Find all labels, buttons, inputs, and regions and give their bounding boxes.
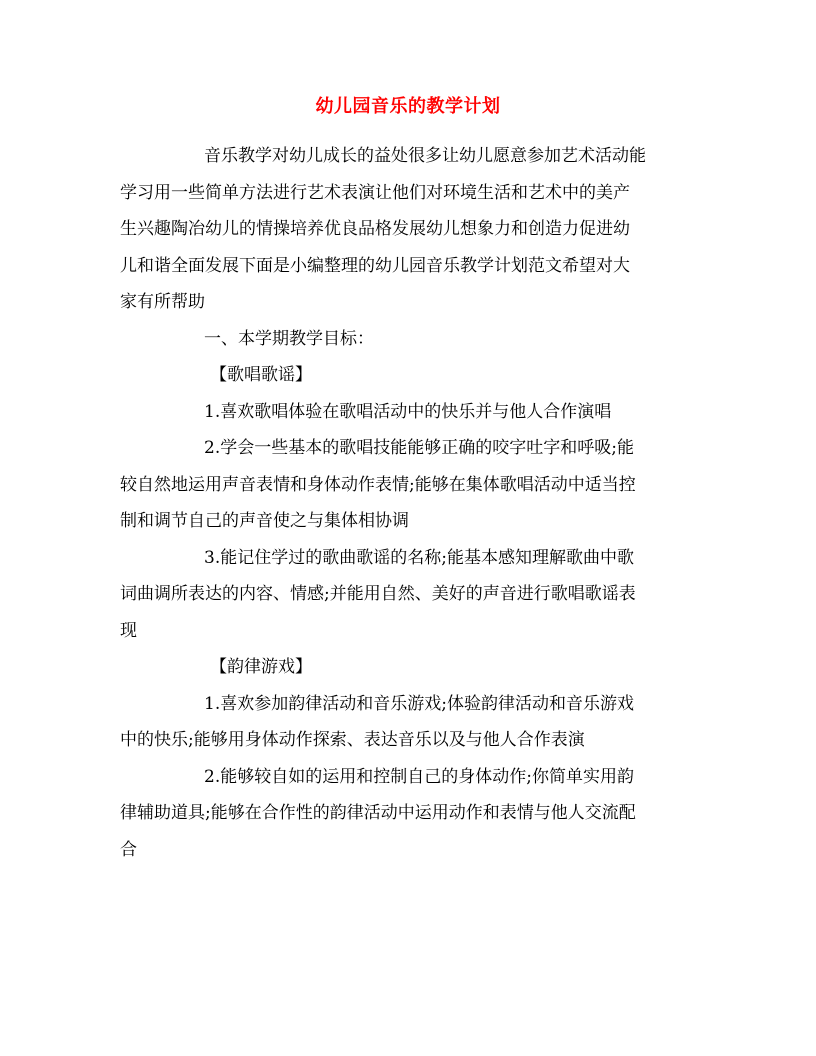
section-title: 一、本学期教学目标： (204, 328, 374, 349)
text-line: 儿和谐全面发展下面是小编整理的幼儿园音乐教学计划范文希望对大 (120, 255, 630, 276)
text-line: 学习用一些简单方法进行艺术表演让他们对环境生活和艺术中的美产 (120, 182, 630, 203)
text-line: 较自然地运用声音表情和身体动作表情;能够在集体歌唱活动中适当控 (120, 474, 636, 495)
text-line: 制和调节自己的声音使之与集体相协调 (120, 511, 409, 531)
subsection-title: 【韵律游戏】 (210, 657, 312, 677)
text-line: 中的快乐;能够用身体动作探索、表达音乐以及与他人合作表演 (120, 730, 585, 750)
text-line: 2.能够较自如的运用和控制自己的身体动作;你简单实用韵 (204, 766, 634, 787)
text-line: 音乐教学对幼儿成长的益处很多让幼儿愿意参加艺术活动能 (204, 146, 646, 166)
singing-item-1 (120, 394, 700, 431)
intro-paragraph (120, 138, 700, 321)
text-line: 家有所帮助 (120, 292, 205, 312)
text-line: 生兴趣陶冶幼儿的情操培养优良品格发展幼儿想象力和创造力促进幼 (120, 219, 630, 239)
text-line: 词曲调所表达的内容、情感;并能用自然、美好的声音进行歌唱歌谣表 (120, 584, 636, 604)
singing-item-3 (120, 540, 700, 650)
text-line: 律辅助道具;能够在合作性的韵律活动中运用动作和表情与他人交流配 (120, 803, 636, 823)
singing-item-2 (120, 430, 700, 540)
singing-heading (120, 357, 700, 394)
text-line: 1.喜欢歌唱体验在歌唱活动中的快乐并与他人合作演唱 (204, 401, 612, 422)
text-line: 2.学会一些基本的歌唱技能能够正确的咬字吐字和呼吸;能 (204, 438, 634, 458)
rhythm-item-1 (120, 686, 700, 759)
document-title: 幼儿园音乐的教学计划 (315, 96, 501, 117)
rhythm-heading (120, 649, 700, 686)
text-line: 现 (120, 620, 137, 641)
rhythm-item-2 (120, 759, 700, 869)
text-line: 3.能记住学过的歌曲歌谣的名称;能基本感知理解歌曲中歌 (204, 547, 634, 568)
subsection-title: 【歌唱歌谣】 (210, 365, 312, 385)
text-line: 1.喜欢参加韵律活动和音乐游戏;体验韵律活动和音乐游戏 (204, 693, 634, 714)
text-line: 合 (120, 839, 137, 860)
document-body (120, 138, 700, 868)
section-heading (120, 321, 700, 358)
